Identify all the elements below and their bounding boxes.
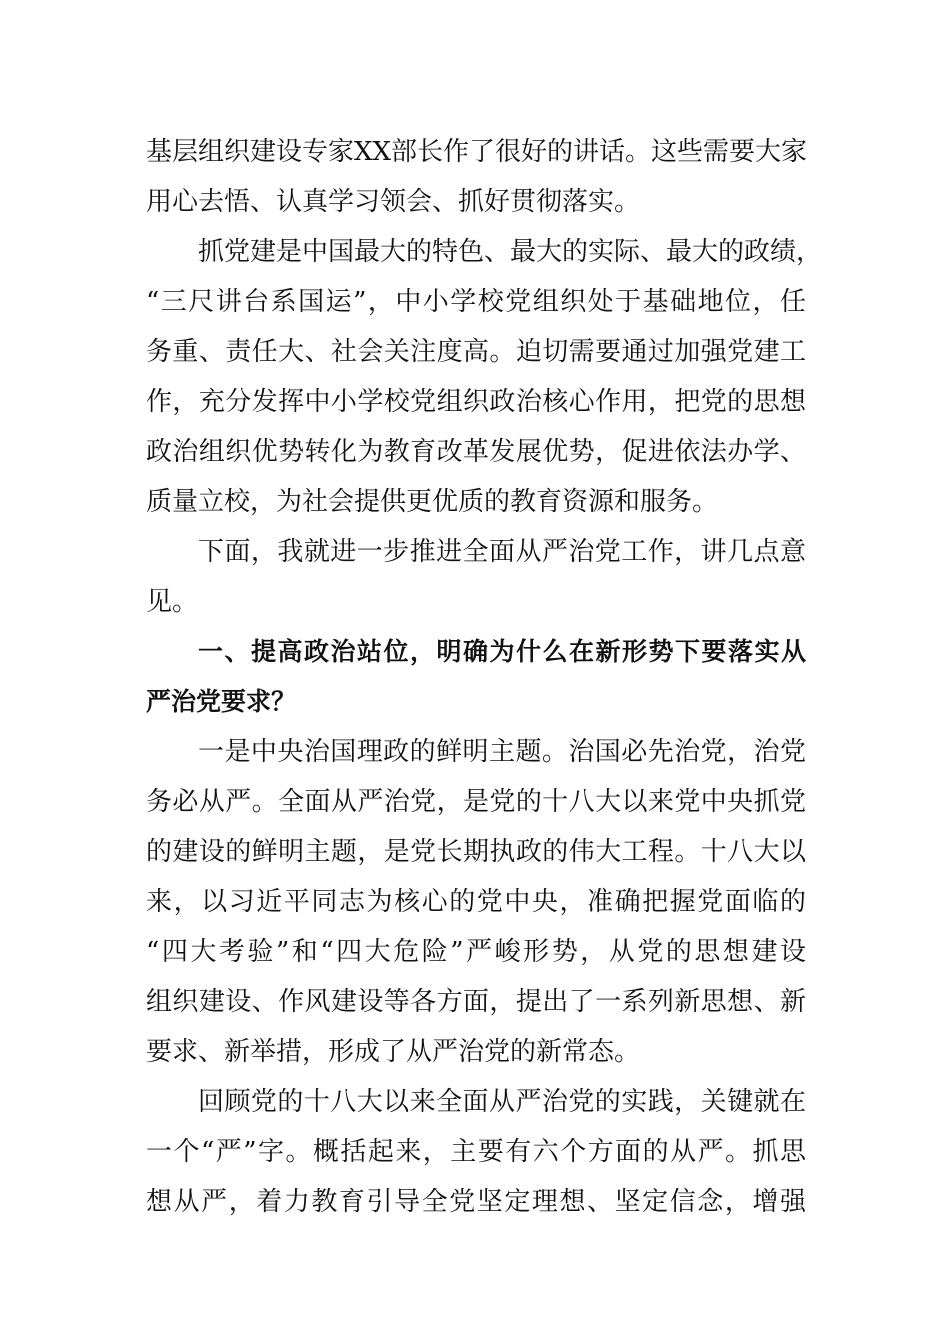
paragraph-4-line-2: 务必从严。全面从严治党，是党的十八大以来党中央抓党 xyxy=(146,787,806,817)
paragraph-2-line-2: “三尺讲台系国运”，中小学校党组织处于基础地位，任 xyxy=(146,287,806,317)
paragraph-2-line-1: 抓党建是中国最大的特色、最大的实际、最大的政绩， xyxy=(198,237,823,267)
paragraph-1-line-2: 用心去悟、认真学习领会、抓好贯彻落实。 xyxy=(146,187,641,217)
paragraph-2-line-5: 政治组织优势转化为教育改革发展优势，促进依法办学、 xyxy=(146,437,806,467)
paragraph-4-line-4: 来，以习近平同志为核心的党中央，准确把握党面临的 xyxy=(146,887,806,917)
paragraph-2-line-3: 务重、责任大、社会关注度高。迫切需要通过加强党建工 xyxy=(146,337,806,367)
paragraph-4-line-3: 的建设的鲜明主题，是党长期执政的伟大工程。十八大以 xyxy=(146,837,806,867)
paragraph-4-line-7: 要求、新举措，形成了从严治党的新常态。 xyxy=(146,1037,641,1067)
section-heading-1-line-2: 严治党要求？ xyxy=(146,687,297,716)
paragraph-3-line-1: 下面，我就进一步推进全面从严治党工作，讲几点意 xyxy=(198,537,806,567)
paragraph-5-line-2: 一个“严”字。概括起来，主要有六个方面的从严。抓思 xyxy=(146,1137,806,1167)
paragraph-4-line-6: 组织建设、作风建设等各方面，提出了一系列新思想、新 xyxy=(146,987,806,1017)
paragraph-2-line-6: 质量立校，为社会提供更优质的教育资源和服务。 xyxy=(146,487,719,517)
paragraph-3-line-2: 见。 xyxy=(146,587,199,617)
paragraph-2-line-4: 作，充分发挥中小学校党组织政治核心作用，把党的思想 xyxy=(146,387,806,417)
paragraph-1-line-1: 基层组织建设专家XX部长作了很好的讲话。这些需要大家 xyxy=(146,137,808,167)
paragraph-4-line-5: “四大考验”和“四大危险”严峻形势，从党的思想建设 xyxy=(146,937,806,967)
paragraph-5-line-1: 回顾党的十八大以来全面从严治党的实践，关键就在 xyxy=(198,1087,806,1117)
paragraph-4-line-1: 一是中央治国理政的鲜明主题。治国必先治党，治党 xyxy=(198,737,806,767)
paragraph-5-line-3: 想从严，着力教育引导全党坚定理想、坚定信念，增强 xyxy=(146,1187,806,1217)
section-heading-1-line-1: 一、提高政治站位，明确为什么在新形势下要落实从 xyxy=(198,637,806,666)
